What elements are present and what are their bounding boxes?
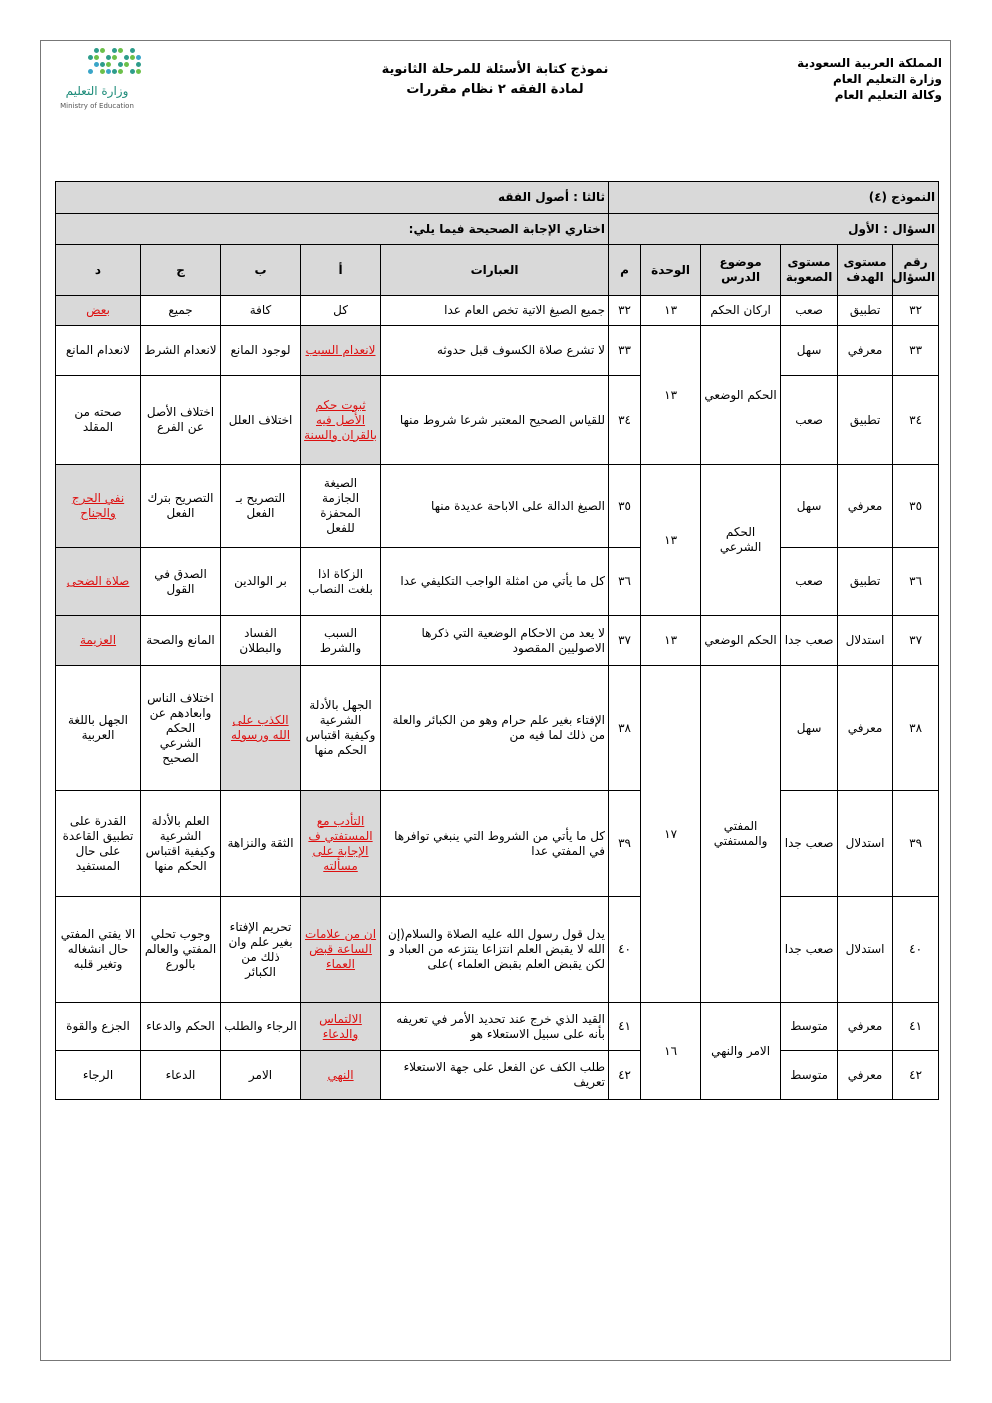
option-c: الحكم والدعاء	[141, 1003, 221, 1051]
question-number: ٤٢	[893, 1051, 939, 1100]
lesson-topic: الامر والنهي	[701, 1003, 781, 1100]
option-b: بر الوالدين	[221, 548, 301, 616]
correct-answer: الكذب على الله ورسوله	[230, 713, 291, 742]
option-b: الثقة والنزاهة	[221, 791, 301, 897]
question-number: ٤٠	[893, 897, 939, 1003]
logo-dot	[100, 69, 105, 74]
lesson-topic: المفتي والمستفتي	[701, 666, 781, 1003]
option-c: جميع	[141, 296, 221, 326]
question-statement: لا تشرع صلاة الكسوف قبل حدوثه	[381, 326, 609, 376]
correct-answer: الالتماس والدعاء	[319, 1011, 362, 1041]
question-number: ٣٤	[893, 376, 939, 465]
logo-dot	[94, 55, 99, 60]
row-index: ٤٢	[609, 1051, 641, 1100]
difficulty-level: متوسط	[781, 1051, 838, 1100]
question-statement: يدل قول رسول الله عليه الصلاة والسلام(إن الله لا يقبض العلم انتزاعا ينتزعه من العباد و لكن يقبض العلم بقبض العلماء )على	[381, 897, 609, 1003]
correct-answer: ان من علامات الساعة قبض العماء	[304, 927, 377, 971]
lesson-topic: الحكم الوضعي	[701, 326, 781, 465]
option-d: القدرة على تطبيق القاعدة على حال المستفيد	[56, 791, 141, 897]
logo-dot	[106, 55, 111, 60]
logo-dot	[124, 55, 129, 60]
col-header-c: ج	[141, 245, 221, 296]
option-a	[301, 376, 381, 465]
question-row	[56, 548, 939, 616]
option-a: السبب والشرط	[301, 616, 381, 666]
difficulty-level: صعب	[781, 548, 838, 616]
col-header-statement: العبارات	[381, 245, 609, 296]
row-index: ٣٦	[609, 548, 641, 616]
country-name: المملكة العربية السعودية	[797, 56, 942, 70]
question-statement: طلب الكف عن الفعل على جهة الاستعلاء تعريف	[381, 1051, 609, 1100]
option-d: الرجاء	[56, 1051, 141, 1100]
questions-table	[55, 181, 939, 1100]
row-index: ٣٥	[609, 465, 641, 548]
col-header-topic: موضوع الدرس	[701, 245, 781, 296]
difficulty-level: سهل	[781, 465, 838, 548]
lesson-topic: الحكم الوضعي	[701, 616, 781, 666]
instruction-label: اختاري الإجابة الصحيحة فيما يلي:	[56, 214, 609, 245]
goal-level: تطبيق	[838, 548, 893, 616]
option-c: اختلاف الأصل عن الفرع	[141, 376, 221, 465]
unit-number: ١٣	[641, 296, 701, 326]
correct-answer: صلاة الضحى	[66, 574, 130, 588]
question-number: ٣٩	[893, 791, 939, 897]
goal-level: تطبيق	[838, 296, 893, 326]
question-row	[56, 376, 939, 465]
difficulty-level: صعب جدا	[781, 791, 838, 897]
row-index: ٤٠	[609, 897, 641, 1003]
col-header-difficulty: مستوى الصعوبة	[781, 245, 838, 296]
question-row	[56, 616, 939, 666]
option-d: الجهل باللغة العربية	[56, 666, 141, 791]
goal-level: استدلال	[838, 897, 893, 1003]
option-b: تحريم الإفتاء بغير علم وان ذلك من الكبائر	[221, 897, 301, 1003]
option-c: الصدق في القول	[141, 548, 221, 616]
option-b: كافة	[221, 296, 301, 326]
goal-level: تطبيق	[838, 376, 893, 465]
question-row	[56, 1051, 939, 1100]
goal-level: معرفي	[838, 465, 893, 548]
logo-dot	[136, 55, 141, 60]
logo-arabic-text: وزارة التعليم	[65, 84, 129, 98]
goal-level: معرفي	[838, 1051, 893, 1100]
logo-dot	[106, 69, 111, 74]
question-statement: الصيغ الدالة على الاباحة عديدة منها	[381, 465, 609, 548]
logo-dots-icon	[88, 48, 144, 78]
question-row	[56, 897, 939, 1003]
section-label: ثالثا : أصول الفقه	[56, 182, 609, 214]
logo-dot	[106, 62, 111, 67]
logo-dot	[130, 55, 135, 60]
option-b: اختلاف العلل	[221, 376, 301, 465]
col-header-a: أ	[301, 245, 381, 296]
option-b: لوجود المانع	[221, 326, 301, 376]
row-index: ٣٩	[609, 791, 641, 897]
title-line-2: لمادة الفقه ٢ نظام مقررات	[406, 82, 584, 97]
lesson-topic: الحكم الشرعي	[701, 465, 781, 616]
unit-number: ١٦	[641, 1003, 701, 1100]
option-b: التصريح بـ الفعل	[221, 465, 301, 548]
row-index: ٤١	[609, 1003, 641, 1051]
question-number: ٣٢	[893, 296, 939, 326]
difficulty-level: سهل	[781, 326, 838, 376]
option-b: الرجاء والطلب	[221, 1003, 301, 1051]
logo-dot	[118, 62, 123, 67]
difficulty-level: صعب جدا	[781, 616, 838, 666]
col-header-m: م	[609, 245, 641, 296]
logo-dot	[112, 55, 117, 60]
model-label: النموذج (٤)	[609, 182, 939, 214]
col-header-number: رقم السؤال	[893, 245, 939, 296]
question-number: ٣٦	[893, 548, 939, 616]
logo-dot	[118, 69, 123, 74]
unit-number: ١٣	[641, 465, 701, 616]
option-c: لانعدام الشرط	[141, 326, 221, 376]
correct-answer: بعض	[86, 303, 110, 317]
question-number: ٣٣	[893, 326, 939, 376]
row-index: ٣٤	[609, 376, 641, 465]
question-row	[56, 666, 939, 791]
unit-number: ١٣	[641, 616, 701, 666]
question-row	[56, 296, 939, 326]
logo-english-text: Ministry of Education	[60, 102, 134, 110]
logo-dot	[112, 69, 117, 74]
question-row	[56, 791, 939, 897]
question-statement: جميع الصيغ الاتية تخص العام عدا	[381, 296, 609, 326]
correct-answer: النهي	[327, 1067, 354, 1082]
goal-level: استدلال	[838, 791, 893, 897]
logo-dot	[94, 48, 99, 53]
logo-dot	[88, 55, 93, 60]
option-d	[56, 465, 141, 548]
title-line-1: نموذج كتابة الأسئلة للمرحلة الثانوية	[381, 62, 609, 77]
option-d: الجزع والقوة	[56, 1003, 141, 1051]
option-d: لانعدام المانع	[56, 326, 141, 376]
correct-answer: لانعدام السبب	[305, 343, 376, 357]
option-c: التصريح بترك الفعل	[141, 465, 221, 548]
unit-number: ١٣	[641, 326, 701, 465]
question-number: ٣٧	[893, 616, 939, 666]
question-number: ٣٨	[893, 666, 939, 791]
option-d: صحته من المقلد	[56, 376, 141, 465]
logo-dot	[130, 69, 135, 74]
option-d	[56, 616, 141, 666]
correct-answer: العزيمة	[79, 633, 117, 647]
question-statement: لا يعد من الاحكام الوضعية التي ذكرها الاصوليين المقصود	[381, 616, 609, 666]
question-label: السؤال : الأول	[609, 214, 939, 245]
option-c: اختلاف الناس وابعادهم عن الحكم الشرعي الصحيح	[141, 666, 221, 791]
logo-dot	[118, 48, 123, 53]
question-number: ٤١	[893, 1003, 939, 1051]
option-a	[301, 1003, 381, 1051]
ministry-header	[742, 55, 942, 103]
option-a: الزكاة اذا بلغت النصاب	[301, 548, 381, 616]
logo-dot	[130, 48, 135, 53]
difficulty-level: صعب	[781, 296, 838, 326]
unit-number: ١٧	[641, 666, 701, 1003]
col-header-goal: مستوى الهدف	[838, 245, 893, 296]
question-row	[56, 465, 939, 548]
question-statement: كل ما يأتي من الشروط التي ينبغي توافرها في المفتي عدا	[381, 791, 609, 897]
logo-dot	[100, 62, 105, 67]
option-a	[301, 1051, 381, 1100]
goal-level: معرفي	[838, 326, 893, 376]
question-row	[56, 326, 939, 376]
agency-name: وكالة التعليم العام	[834, 88, 942, 102]
difficulty-level: سهل	[781, 666, 838, 791]
option-c: الدعاء	[141, 1051, 221, 1100]
lesson-topic: اركان الحكم	[701, 296, 781, 326]
option-a	[301, 897, 381, 1003]
difficulty-level: متوسط	[781, 1003, 838, 1051]
goal-level: استدلال	[838, 616, 893, 666]
option-a	[301, 326, 381, 376]
goal-level: معرفي	[838, 666, 893, 791]
option-d	[56, 548, 141, 616]
document-title	[330, 60, 660, 100]
option-a: الجهل بالأدلة الشرعية وكيفية اقتباس الحكم منها	[301, 666, 381, 791]
logo-dot	[124, 62, 129, 67]
correct-answer: نفي الحرج والجناح	[71, 491, 125, 520]
question-statement: للقياس الصحيح المعتبر شرعا شروط منها	[381, 376, 609, 465]
row-index: ٣٣	[609, 326, 641, 376]
logo-dot	[136, 62, 141, 67]
option-d: الا يفتي المفتي حال انشغاله وتغير قلبه	[56, 897, 141, 1003]
ministry-logo	[52, 48, 142, 118]
question-statement: القيد الذي خرج عند تحديد الأمر في تعريفه بأنه على سبيل الاستعلاء هو	[381, 1003, 609, 1051]
question-statement: الإفتاء بغير علم حرام وهو من الكبائر والعلة من ذلك لما فيه من	[381, 666, 609, 791]
option-a: كل	[301, 296, 381, 326]
logo-dot	[112, 48, 117, 53]
option-b: الامر	[221, 1051, 301, 1100]
logo-dot	[136, 69, 141, 74]
column-headers	[56, 245, 939, 296]
option-c: المانع والصحة	[141, 616, 221, 666]
option-b: الفساد والبطلان	[221, 616, 301, 666]
ministry-name: وزارة التعليم العام	[832, 72, 942, 86]
col-header-unit: الوحدة	[641, 245, 701, 296]
row-index: ٣٧	[609, 616, 641, 666]
col-header-b: ب	[221, 245, 301, 296]
option-c: العلم بالأدلة الشرعية وكيفية اقتباس الحكم منها	[141, 791, 221, 897]
difficulty-level: صعب جدا	[781, 897, 838, 1003]
goal-level: معرفي	[838, 1003, 893, 1051]
correct-answer: التأدب مع المستفتي ف الإجابة على مسألته	[308, 813, 373, 873]
logo-dot	[88, 69, 93, 74]
row-index: ٣٨	[609, 666, 641, 791]
option-a	[301, 791, 381, 897]
question-number: ٣٥	[893, 465, 939, 548]
option-d	[56, 296, 141, 326]
question-row	[56, 1003, 939, 1051]
row-index: ٣٢	[609, 296, 641, 326]
option-c: وجوب تحلي المفتي والعالم بالورع	[141, 897, 221, 1003]
option-b	[221, 666, 301, 791]
question-statement: كل ما يأتي من امثلة الواجب التكليفي عدا	[381, 548, 609, 616]
logo-dot	[94, 62, 99, 67]
option-a: الصيغة الجازمة المحفزة للفعل	[301, 465, 381, 548]
logo-dot	[100, 48, 105, 53]
correct-answer: ثبوت حكم الأصل فيه بالقران والسنة	[304, 397, 377, 442]
difficulty-level: صعب	[781, 376, 838, 465]
col-header-d: د	[56, 245, 141, 296]
